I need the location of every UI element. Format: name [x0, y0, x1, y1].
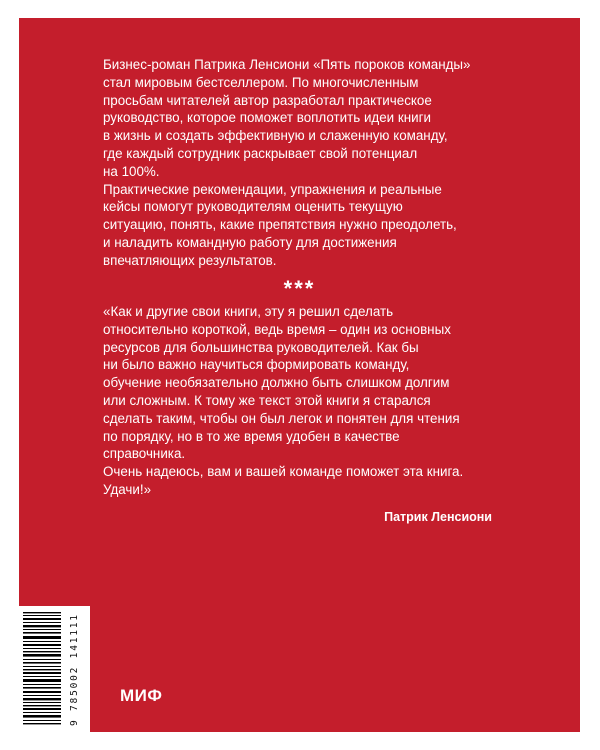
author-signature: Патрик Ленсиони	[384, 510, 492, 524]
isbn-barcode	[19, 606, 90, 732]
back-cover	[19, 18, 580, 732]
publisher-logo: МИФ	[120, 686, 163, 705]
book-description: Бизнес-роман Патрика Ленсиони «Пять пороков команды» стал мировым бестселлером. По многочисленным просьбам читателей автор разработал практическое руководство, которое поможет воплотить идеи книги в жизнь и создать эффективную и слаженную команду, где каждый сотрудник раскрывает свой потенциал на 100%. Практические рекомендации, упражнения и реальные кейсы помогут руководителям оценить текущую ситуацию, понять, какие препятствия нужно преодолеть, и наладить командную работу для достижения впечатляющих результатов.	[103, 57, 471, 268]
author-quote: «Как и другие свои книги, эту я решил сделать относительно короткой, ведь время – один из основных ресурсов для большинства руководителей. Как бы ни было важно научиться формировать команду, обучение необязательно должно быть слишком долгим или сложным. К тому же текст этой книги я старался сделать таким, чтобы он был легок и понятен для чтения по порядку, но в то же время удобен в качестве справочника. Очень надеюсь, вам и вашей команде поможет эта книга. Удачи!»	[103, 304, 464, 497]
isbn-number: 9 785002 141111	[69, 613, 80, 726]
section-separator: ***	[283, 276, 316, 301]
barcode-bars-icon	[23, 612, 61, 726]
